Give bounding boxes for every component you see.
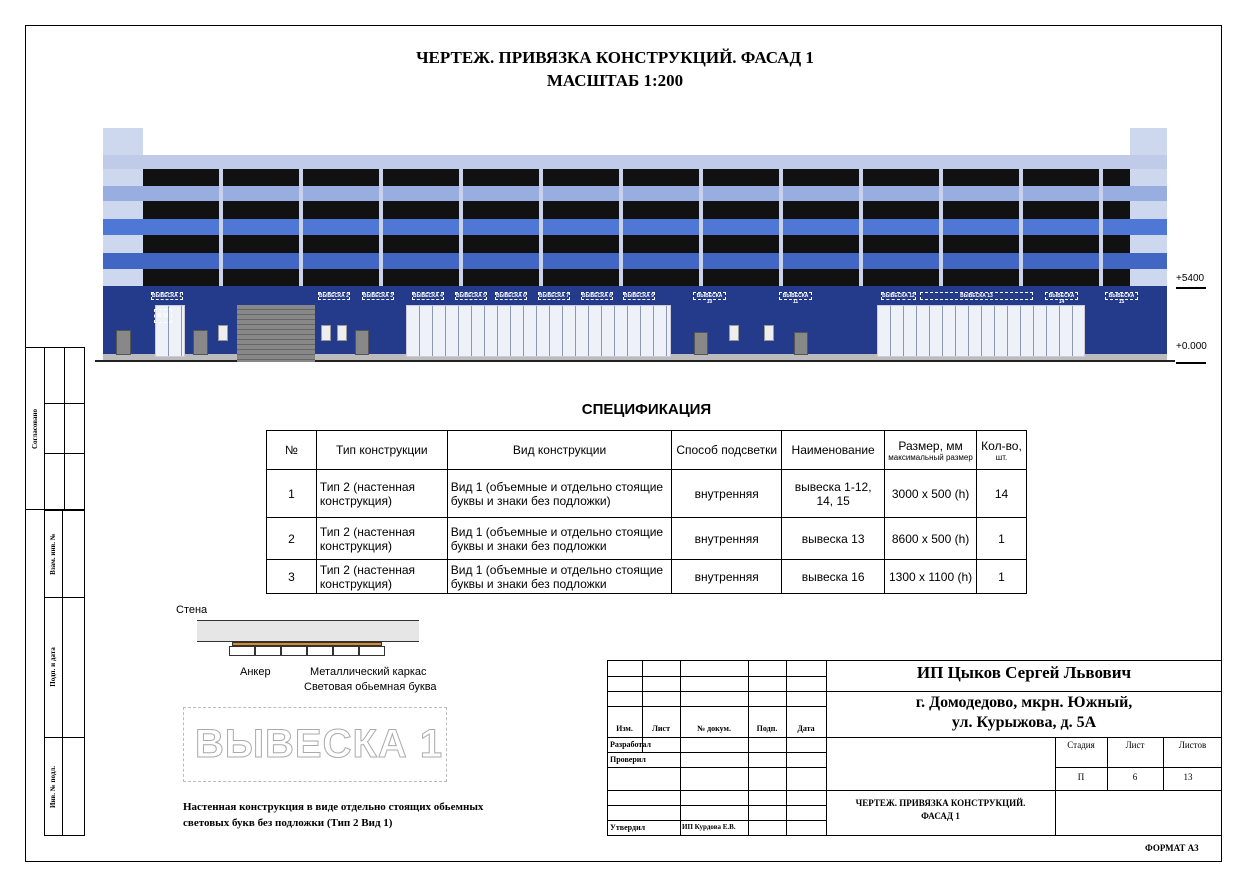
table-row: [267, 470, 1027, 518]
header-qty: Кол-во,: [981, 438, 1022, 453]
doc-title-1: ЧЕРТЕЖ. ПРИВЯЗКА КОНСТРУКЦИЙ.: [855, 798, 1026, 808]
header-cell: Тип конструкции: [316, 431, 447, 470]
cell: 2: [267, 518, 317, 560]
facade-sign: ВЫВЕСКА 7: [539, 293, 569, 299]
table-header-row: [267, 431, 1027, 470]
facade-sign: ВЫВЕСКА 1: [152, 293, 182, 299]
detail-caption-1: Настенная конструкция в виде отдельно стоящих обьемных: [183, 801, 484, 813]
drawing-scale: МАСШТАБ 1:200: [546, 71, 684, 90]
header-cell: №: [267, 431, 317, 470]
col-header: Подп.: [756, 724, 778, 733]
cell: 1300 х 1100 (h): [885, 560, 977, 594]
facade-sign: ВЫВЕСКА 5: [456, 293, 486, 299]
cell: 3000 х 500 (h): [885, 470, 977, 518]
label-anchor: Анкер: [240, 666, 271, 678]
cell: вывеска 16: [782, 560, 885, 594]
cell: Тип 2 (настенная конструкция): [316, 518, 447, 560]
cell: внутренняя: [672, 470, 782, 518]
cell: Вид 1 (объемные и отдельно стоящие буквы и знаки без подложки): [447, 470, 672, 518]
stage-header: Стадия: [1067, 740, 1095, 750]
role-approved: Утвердил: [610, 823, 646, 832]
label-wall: Стена: [176, 604, 208, 616]
cell: 8600 х 500 (h): [885, 518, 977, 560]
header-cell: Способ подсветки: [672, 431, 782, 470]
detail-caption-2: световых букв без подложки (Тип 2 Вид 1): [183, 817, 393, 829]
spec-title: СПЕЦИФИКАЦИЯ: [581, 401, 712, 418]
table-row: [267, 518, 1027, 560]
facade-sign: ВЫВЕСКА 11: [779, 292, 812, 300]
facade-sign: ВЫВЕСКА 2: [319, 293, 349, 299]
header-cell: Вид конструкции: [447, 431, 672, 470]
col-header: Дата: [797, 724, 815, 733]
level-mark-top: +5400: [1176, 273, 1205, 284]
stamp-sign-date: Подп. и дата: [49, 647, 57, 687]
cell: 1: [267, 470, 317, 518]
cell: вывеска 1-12, 14, 15: [782, 470, 885, 518]
level-mark-zero: +0.000: [1176, 341, 1207, 352]
facade-sign: ВЫВЕСКА 3: [363, 293, 393, 299]
cell: 1: [977, 560, 1027, 594]
cell: внутренняя: [672, 518, 782, 560]
sheets-value: 13: [1183, 772, 1193, 782]
col-header: Изм.: [616, 724, 633, 733]
col-header: Лист: [651, 724, 671, 733]
cell: Тип 2 (настенная конструкция): [316, 560, 447, 594]
cell: 3: [267, 560, 317, 594]
facade-sign: ВЫВЕСКА 8: [582, 293, 612, 299]
header-size: Размер, мм: [898, 438, 963, 453]
header-cell: [885, 431, 977, 470]
doc-title-2: ФАСАД 1: [921, 811, 960, 821]
address-line-2: ул. Курыжова, д. 5А: [951, 714, 1097, 731]
stamp-agreed: Согласовано: [31, 408, 39, 450]
facade-sign: ВЫВЕСКА 12: [882, 293, 915, 299]
facade-sign: ВЫВЕСКА 13: [920, 292, 1033, 300]
address-line-1: г. Домодедово, мкрн. Южный,: [915, 694, 1133, 711]
spec-table: [266, 430, 1027, 594]
cell: вывеска 13: [782, 518, 885, 560]
company-name: ИП Цыков Сергей Львович: [916, 663, 1132, 682]
cell: Вид 1 (объемные и отдельно стоящие буквы и знаки без подложки: [447, 560, 672, 594]
table-row: [267, 560, 1027, 594]
sheet-value: 6: [1132, 772, 1138, 782]
stamp-inv-orig: Инв. № подл.: [49, 765, 57, 809]
role-checked: Проверил: [610, 755, 646, 764]
facade-sign: ВЫВЕСКА 9: [624, 293, 654, 299]
sample-sign-text: ВЫВЕСКА 1: [195, 722, 444, 766]
col-header: № докум.: [697, 724, 731, 733]
format-label: ФОРМАТ А3: [1145, 843, 1199, 853]
facade-sign: ВЫВЕСКА 14: [1045, 292, 1078, 300]
header-size-sub: максимальный размер: [888, 452, 973, 462]
label-letter: Световая обьемная буква: [304, 681, 437, 693]
sign-16: В 16: [154, 309, 172, 323]
facade-sign: ВЫВЕСКА 10: [693, 292, 726, 300]
facade-sign: ВЫВЕСКА 6: [496, 293, 526, 299]
cell: Тип 2 (настенная конструкция): [316, 470, 447, 518]
sheets-header: Листов: [1178, 740, 1207, 750]
stage-value: П: [1077, 772, 1085, 782]
header-qty-sub: шт.: [995, 452, 1008, 462]
label-frame: Металлический каркас: [310, 666, 427, 678]
header-cell: Наименование: [782, 431, 885, 470]
approver-name: ИП Курдова Е.В.: [682, 823, 736, 831]
drawing-title: ЧЕРТЕЖ. ПРИВЯЗКА КОНСТРУКЦИЙ. ФАСАД 1: [416, 48, 814, 67]
stamp-inv-replace: Взам. инв. №: [49, 533, 57, 575]
role-developed: Разработал: [610, 740, 651, 749]
facade-sign: ВЫВЕСКА 4: [413, 293, 443, 299]
cell: 1: [977, 518, 1027, 560]
sheet-header: Лист: [1125, 740, 1145, 750]
facade-sign: ВЫВЕСКА 15: [1105, 292, 1138, 300]
cell: 14: [977, 470, 1027, 518]
cell: Вид 1 (объемные и отдельно стоящие буквы и знаки без подложки: [447, 518, 672, 560]
header-cell: [977, 431, 1027, 470]
cell: внутренняя: [672, 560, 782, 594]
